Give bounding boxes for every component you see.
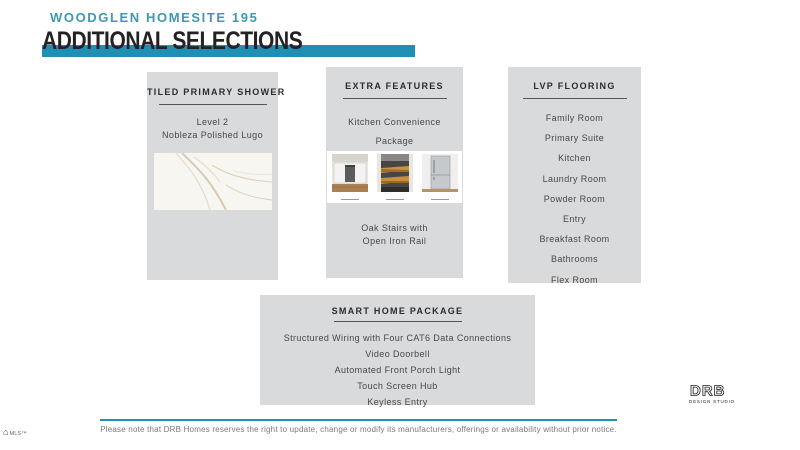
panel-tiled-primary-shower	[147, 72, 286, 280]
kitchen-package-photo-strip	[327, 151, 462, 203]
feature-line: Open Iron Rail	[362, 236, 427, 246]
feature-line: Package	[375, 136, 414, 146]
disclaimer-note: Please note that DRB Homes reserves the right to update, change or modify its manufacturers, offerings or availability without prior notice.	[100, 425, 617, 434]
list-item: Family Room	[545, 113, 604, 123]
oak-stairs-feature	[326, 222, 463, 248]
panel-title: EXTRA FEATURES	[345, 81, 444, 91]
refrigerator-photo	[422, 154, 458, 200]
panel-title: TILED PRIMARY SHOWER	[147, 87, 286, 97]
cabinet-trash-pullout-photo	[332, 154, 368, 200]
feature-line: Kitchen Convenience	[348, 117, 441, 127]
drb-design-studio-logo	[682, 383, 742, 404]
list-item: Flex Room	[550, 274, 599, 285]
smart-home-feature-list	[260, 330, 535, 410]
drb-wordmark	[690, 383, 734, 398]
list-item: Laundry Room	[542, 173, 607, 184]
shower-selection-text	[147, 116, 278, 142]
list-item: Keyless Entry	[367, 397, 428, 407]
panel-title: SMART HOME PACKAGE	[331, 306, 464, 316]
title-underline	[159, 104, 267, 105]
photo-caption-mark	[431, 199, 449, 200]
title-underline	[343, 98, 447, 99]
list-item: Entry	[562, 214, 586, 225]
mls-house-icon: ⌂	[3, 427, 9, 437]
marble-tile-swatch-image	[154, 153, 272, 210]
list-item: Structured Wiring with Four CAT6 Data Connections	[283, 333, 512, 343]
cabinet-trash-pullout-image	[332, 154, 368, 192]
list-item: Primary Suite	[544, 133, 605, 144]
panel-extra-features	[326, 67, 463, 278]
footer-accent-line	[100, 419, 617, 421]
feature-line: Oak Stairs with	[361, 223, 428, 233]
refrigerator-image	[422, 154, 458, 192]
drb-logo-text: DRB	[690, 383, 726, 398]
photo-caption-mark	[386, 199, 404, 200]
title-underline	[523, 98, 627, 99]
lvp-room-list	[508, 108, 641, 290]
rollout-shelves-image	[377, 154, 413, 192]
list-item: Kitchen	[558, 153, 591, 164]
list-item: Touch Screen Hub	[357, 381, 438, 391]
shower-tile-name: Nobleza Polished Lugo	[162, 130, 263, 140]
photo-caption-mark	[341, 199, 359, 200]
kitchen-convenience-feature	[326, 113, 463, 151]
rollout-shelves-photo	[377, 154, 413, 200]
title-underline	[334, 321, 462, 322]
list-item: Video Doorbell	[365, 349, 430, 359]
mls-logo	[3, 428, 27, 437]
list-item: Automated Front Porch Light	[334, 365, 461, 375]
list-item: Powder Room	[543, 193, 606, 204]
list-item: Bathrooms	[550, 254, 599, 265]
panel-smart-home-package	[260, 295, 535, 405]
list-item: Breakfast Room	[539, 234, 610, 245]
panel-title: LVP FLOORING	[533, 81, 616, 91]
page-title: ADDITIONAL SELECTIONS	[42, 27, 303, 55]
shower-level: Level 2	[196, 117, 229, 127]
drb-logo-subtext: DESIGN STUDIO	[689, 399, 735, 404]
homesite-subtitle: WOODGLEN HOMESITE 195	[50, 10, 259, 25]
panel-lvp-flooring	[508, 67, 641, 283]
mls-logo-text: MLS™	[9, 431, 28, 437]
